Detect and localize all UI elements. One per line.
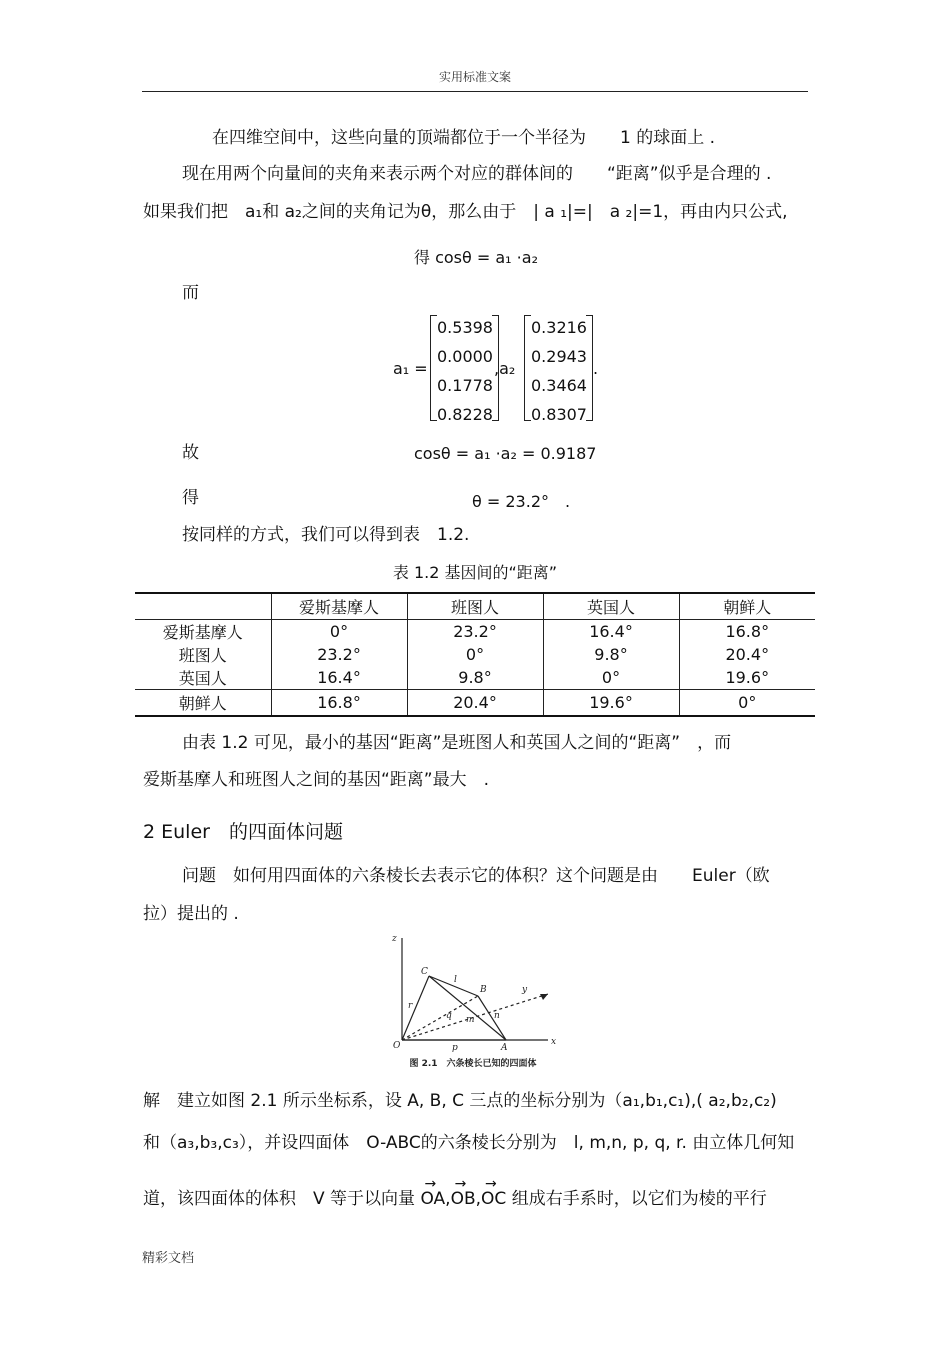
gene-distance-table (135, 592, 815, 717)
table-cell: 23.2° (271, 643, 407, 666)
equation-cos-value: cosθ = a₁ ·a₂ = 0.9187 (414, 444, 597, 463)
bracket-left (524, 315, 531, 421)
table-cell: 0° (271, 620, 407, 644)
table-row (135, 666, 815, 690)
bracket-left (430, 315, 437, 421)
table-cell: 19.6° (679, 666, 815, 690)
label-m: m (466, 1015, 475, 1025)
para-problem-line1: 问题 如何用四面体的六条棱长去表示它的体积？这个问题是由 Euler（欧 (182, 866, 770, 886)
para-angle-line1: 现在用两个向量间的夹角来表示两个对应的群体间的 “距离”似乎是合理的 . (182, 164, 772, 184)
label-z: z (392, 934, 397, 944)
para-solution-line1: 解 建立如图 2.1 所示坐标系，设 A, B, C 三点的坐标分别为（a₁,b₁,c₁),( a₂,b₂,c₂) (143, 1091, 777, 1111)
para-sphere: 在四维空间中，这些向量的顶端都位于一个半径为 1 的球面上 . (212, 128, 716, 148)
table-cell: 朝鲜人 (135, 690, 271, 717)
table-cell: 9.8° (407, 666, 543, 690)
label-q: q (446, 1011, 452, 1021)
figure-caption: 图 2.1 六条棱长已知的四面体 (409, 1059, 537, 1069)
table-cell: 16.4° (543, 620, 679, 644)
y-arrow-icon (540, 994, 548, 1000)
vector-oa: → OA (420, 1189, 445, 1209)
edge-ca (429, 976, 506, 1040)
bracket-right (586, 315, 593, 421)
para-conclusion-line1: 由表 1.2 可见，最小的基因“距离”是班图人和英国人之间的“距离” ，而 (182, 733, 732, 753)
table-cell: 0° (407, 643, 543, 666)
table-caption: 表 1.2 基因间的“距离” (392, 563, 558, 582)
matrix-cell: 0.0000 (437, 347, 493, 366)
matrix-cell: 0.3464 (531, 376, 587, 395)
table-cell: 英国人 (178, 669, 227, 688)
para-same-way: 按同样的方式，我们可以得到表 1.2. (182, 525, 470, 545)
table-row (135, 690, 815, 717)
label-n: n (494, 1011, 500, 1021)
label-r: r (408, 1001, 413, 1011)
equation-theta-value: θ = 23.2° . (472, 492, 571, 511)
label-er: 而 (182, 283, 199, 303)
page-footer: 精彩文档 (142, 1251, 195, 1266)
label-gu: 故 (182, 443, 199, 463)
para-conclusion-line2: 爱斯基摩人和班图人之间的基因“距离”最大 . (143, 770, 490, 790)
solution-line3-pre: 道，该四面体的体积 V 等于以向量 (143, 1189, 416, 1209)
matrix-cell: 0.5398 (437, 318, 493, 337)
para-solution-line3: 道，该四面体的体积 V 等于以向量 → OA,→ OB,→ OC 组成右手系时，以它们为棱的平行 (143, 1189, 767, 1209)
table-cell: 19.6° (543, 690, 679, 717)
table-cell: 16.4° (271, 666, 407, 690)
label-de: 得 (182, 488, 199, 508)
label-o: O (393, 1041, 401, 1051)
matrix-end-period: . (593, 359, 599, 378)
equation-cos-theta: 得 cosθ = a₁ ·a₂ (414, 248, 538, 267)
matrix-cell: 0.3216 (531, 318, 587, 337)
para-problem-line2: 拉）提出的 . (143, 904, 239, 924)
matrix-cell: 0.8228 (437, 405, 493, 424)
label-y: y (522, 985, 528, 995)
table-header-cell: 班图人 (407, 593, 543, 620)
label-c: C (421, 967, 428, 977)
solution-line3-post: 组成右手系时，以它们为棱的平行 (511, 1189, 767, 1209)
page-header: 实用标准文案 (438, 70, 511, 84)
table-cell: 9.8° (543, 643, 679, 666)
matrix-a2-label: ,a₂ (494, 359, 516, 378)
vector-oc: → OC (481, 1189, 506, 1209)
label-p: p (452, 1043, 458, 1053)
matrix-a1-label: a₁ = (393, 359, 428, 378)
matrix-cell: 0.8307 (531, 405, 587, 424)
table-cell: 20.4° (679, 643, 815, 666)
matrix-cell: 0.1778 (437, 376, 493, 395)
header-rule (142, 91, 808, 92)
label-b: B (480, 985, 487, 995)
table-cell: 0° (543, 666, 679, 690)
matrix-a1 (430, 313, 502, 424)
tetrahedron-figure (388, 932, 558, 1072)
edge-ba (478, 996, 506, 1040)
para-angle-line2: 如果我们把 a₁和 a₂之间的夹角记为θ，那么由于 | a ₁|=| a ₂|=1，再由内只公式, (143, 202, 788, 222)
section-heading: 2 Euler 的四面体问题 (143, 821, 343, 843)
table-cell: 16.8° (679, 620, 815, 644)
table-header-row (135, 593, 815, 620)
table-header-cell: 爱斯基摩人 (271, 593, 407, 620)
table-row (135, 620, 815, 644)
label-x: x (551, 1037, 557, 1047)
vector-ob: → OB (451, 1189, 476, 1209)
table-cell: 爱斯基摩人 (162, 623, 243, 642)
table-header-cell: 英国人 (543, 593, 679, 620)
table-header-cell (135, 593, 271, 620)
edge-oc (402, 976, 429, 1040)
y-axis (402, 994, 548, 1040)
table-cell: 班图人 (178, 646, 227, 665)
table-row (135, 643, 815, 666)
table-cell: 23.2° (407, 620, 543, 644)
table-cell: 0° (679, 690, 815, 717)
para-solution-line2: 和（a₃,b₃,c₃），并设四面体 O-ABC的六条棱长分别为 l, m,n, p, q, r. 由立体几何知 (143, 1133, 795, 1153)
label-l: l (454, 975, 457, 985)
label-a: A (501, 1043, 508, 1053)
matrix-a2 (524, 313, 599, 424)
matrix-cell: 0.2943 (531, 347, 587, 366)
table-header-cell: 朝鲜人 (679, 593, 815, 620)
table-cell: 16.8° (271, 690, 407, 717)
table-cell: 20.4° (407, 690, 543, 717)
